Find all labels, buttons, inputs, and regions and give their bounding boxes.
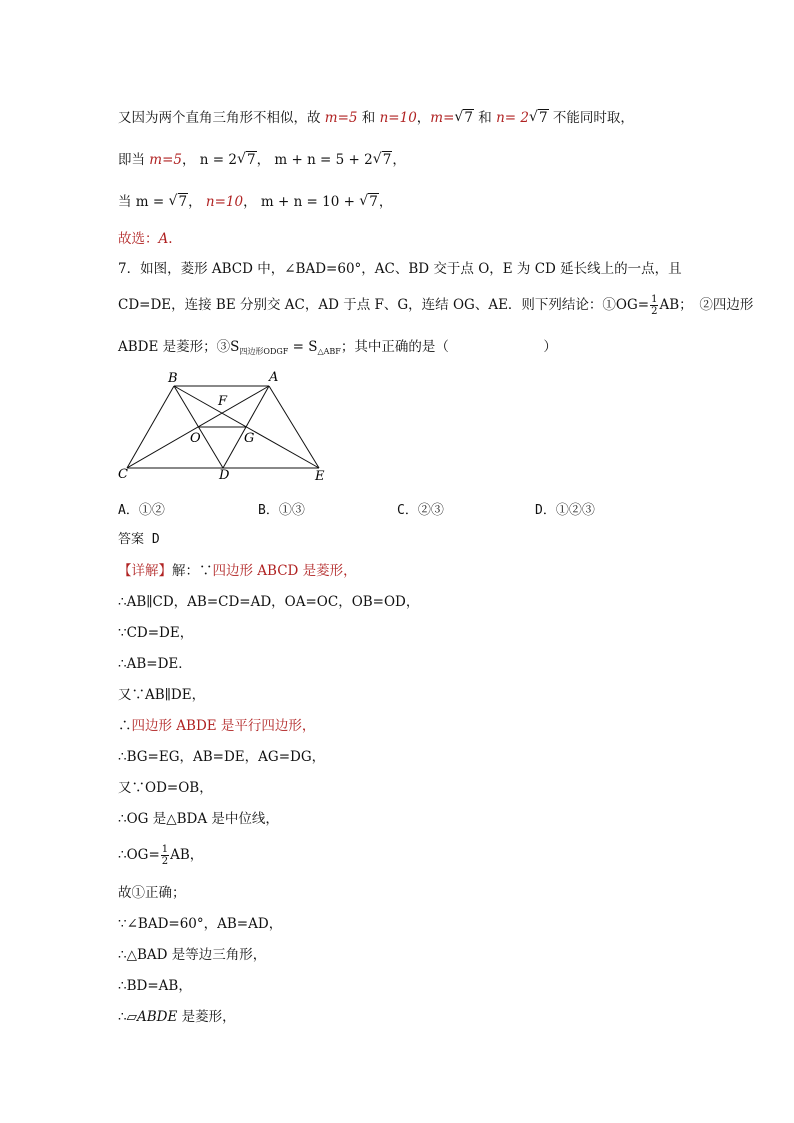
math-n: n= 2 [496,110,529,126]
text: ， n = 2 [182,152,237,168]
question-7-line-2 [118,294,753,317]
math-m5: m=5 [149,152,182,168]
label-G: G [244,431,255,446]
text: 和 [474,110,497,126]
option-a: A．①② [118,503,165,518]
fraction: $\frac{1}{2}$ [651,294,658,317]
math-n10: n=10 [379,110,417,126]
answer-line: 答案 D [118,532,160,547]
solution-line-4: ∴AB=DE． [118,656,192,672]
text: ， [392,152,406,168]
text: 四边形 ABCD 是菱形， [212,563,357,579]
text: ， m + n = 5 + 2 [256,152,373,168]
solution-line-7: ∴BG=EG，AB=DE，AG=DG， [118,749,326,765]
solution-line-2: ∴AB∥CD，AB=CD=AD，OA=OC，OB=OD， [118,594,420,610]
text: 和 [357,110,380,126]
text: 当 m = [118,194,169,210]
label-E: E [315,469,325,483]
option-c: C．②③ [397,503,444,518]
solution-line-6 [118,717,315,735]
text-line-3 [118,193,392,211]
subscript: 四边形ODGF [239,347,289,356]
math-m5: m=5 [324,110,358,126]
solution-line-12: ∵∠BAD=60°，AB=AD， [118,916,283,932]
text-line-4 [118,230,173,248]
text-line-1 [118,109,634,127]
text: 四边形 ABDE 是平行四边形， [131,718,316,734]
text: 解：∵ [172,563,213,579]
option-d: D．①②③ [535,503,595,518]
solution-line-14: ∴BD=AB， [118,978,192,994]
sqrt-7: √ 7 [169,193,189,211]
detail-tag: 【详解】 [118,563,172,579]
text: ， [416,110,431,126]
text: ∴▱ [118,1009,137,1025]
math-abde: ABDE [136,1009,178,1025]
answer-letter: A [158,231,169,247]
text: 不能同时取， [548,110,634,126]
solution-line-13: ∴△BAD 是等边三角形， [118,947,267,963]
solution-line-11: 故①正确； [118,885,186,901]
text: ∴OG= [118,847,160,863]
label-A: A [269,370,279,385]
question-7-line-1: 7．如图，菱形 ABCD 中，∠BAD=60°，AC、BD 交于点 O，E 为 CD 延长线上的一点，且 [118,261,682,277]
text: ， m + n = 10 + [243,194,360,210]
solution-line-15 [118,1008,236,1026]
text: ∴ [118,718,132,734]
text: AB； ②四边形 [659,297,754,313]
text: ；其中正确的是（ ） [340,339,557,355]
math-n10: n=10 [205,194,244,210]
sqrt-7: √ 7 [454,109,474,127]
text: 故选： [118,231,159,247]
text: ABDE 是菱形；③S [118,339,240,355]
solution-line-9: ∴OG 是△BDA 是中位线， [118,811,279,827]
label-D: D [219,468,230,483]
math-m: m= [430,110,455,126]
segment-AE [269,386,319,468]
label-C: C [118,467,128,482]
solution-line-1 [118,562,357,580]
text: ， [188,194,206,210]
sqrt-7: √ 7 [529,109,549,127]
text: 又因为两个直角三角形不相似，故 [118,110,325,126]
text: ， [378,194,393,210]
sqrt-7: √ 7 [359,193,379,211]
text: CD=DE，连接 BE 分别交 AC，AD 于点 F、G，连结 OG、AE．则下列结论：①OG= [118,297,650,313]
option-b: B．①③ [258,503,305,518]
sqrt-7: √ 7 [373,151,393,169]
text: = S [288,339,318,355]
solution-line-3: ∵CD=DE， [118,625,194,641]
solution-line-5: 又∵AB∥DE， [118,687,206,703]
text: 是菱形， [177,1009,236,1025]
solution-line-10 [118,844,203,867]
text: . [168,231,173,247]
segment-BC [127,386,174,468]
geometry-figure [112,365,337,483]
subscript: △ABF [317,347,341,356]
solution-line-8: 又∵OD=OB， [118,780,213,796]
question-7-line-3 [118,338,557,361]
label-B: B [168,371,178,386]
sqrt-7: √ 7 [237,151,257,169]
text: 即当 [118,152,150,168]
label-O: O [190,431,201,446]
text: AB， [170,847,204,863]
label-F: F [218,394,228,409]
fraction: $\frac{1}{2}$ [161,844,169,867]
text-line-2 [118,151,406,169]
